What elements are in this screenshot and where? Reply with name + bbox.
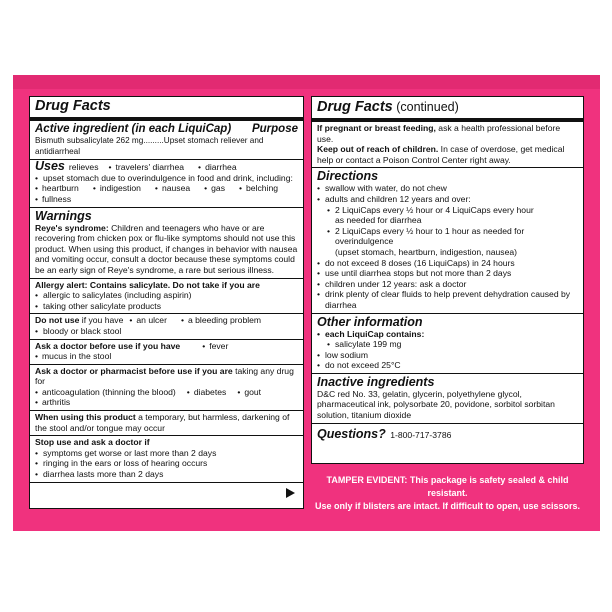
uses-item: • belching [239, 183, 278, 194]
do-not-use-text: if you have [79, 315, 124, 326]
allergy-heading: Allergy alert: Contains salicylate. Do not take if you are [35, 279, 260, 290]
uses-item: • gas [204, 183, 225, 194]
reach-text: In case of overdose, get medical help or contact a Poison Control Center right away. [317, 144, 565, 165]
uses-item: • diarrhea [198, 162, 237, 173]
drug-facts-title-section [30, 97, 303, 121]
reye-text: Children and teenagers who have or are recovering from chicken pox or flu-like symptoms should not use this product. When using this product, if changes in behavior with nausea and vomiting occur, consult a doctor because these symptoms could be an early sign of Reye's syndrome, a rare but serious illness. [35, 222, 298, 275]
reach-bold: Keep out of reach of children. [317, 144, 439, 155]
uses-item: • fullness [35, 194, 71, 205]
warnings-heading: Warnings [35, 208, 92, 223]
active-ingredient-text: Bismuth subsalicylate 262 mg.........Upset stomach reliever and antidiarrheal [35, 136, 264, 156]
ask-pharmacist-section [30, 365, 303, 411]
inactive-ingredients-heading: Inactive ingredients [317, 374, 435, 389]
do-not-use-item: • a bleeding problem [181, 315, 261, 326]
do-not-use-label [35, 315, 123, 326]
other-information-item: • low sodium [317, 350, 578, 361]
do-not-use-bold: Do not use [35, 315, 80, 326]
allergy-item: • allergic to salicylates (including aspirin) [35, 290, 298, 301]
inactive-ingredients-text: D&C red No. 33, gelatin, glycerin, polyethylene glycol, pharmaceutical ink, polysorbate 20, povidone, sorbitol sorbitan solution, titanium dioxide [317, 388, 555, 421]
active-ingredient-header [35, 122, 298, 136]
drug-facts-panel-left [29, 96, 304, 509]
questions-heading: Questions? [317, 426, 386, 441]
do-not-use-item: • an ulcer [129, 315, 167, 326]
when-using-text [35, 412, 298, 433]
stop-use-item: • ringing in the ears or loss of hearing occurs [35, 458, 298, 469]
uses-item: • nausea [155, 183, 190, 194]
tamper-evident-notice [311, 474, 584, 513]
reye-label: Reye's syndrome: [35, 222, 109, 233]
directions-item: • drink plenty of clear fluids to help prevent dehydration caused by diarrhea [317, 289, 578, 310]
when-using-section [30, 411, 303, 436]
tamper-line-2: Use only if blisters are intact. If difficult to open, use scissors. [314, 501, 581, 511]
directions-section [312, 168, 583, 313]
other-information-heading: Other information [317, 314, 423, 329]
uses-row-2 [35, 183, 298, 194]
reach-warning [317, 144, 578, 165]
do-not-use-section [30, 314, 303, 339]
directions-subitem: • 2 LiquiCaps every ½ hour or 4 LiquiCaps every hour [317, 205, 578, 216]
drug-facts-title: Drug Facts [35, 98, 111, 114]
do-not-use-row [35, 315, 298, 326]
active-ingredient-heading: Active ingredient (in each LiquiCap) [35, 123, 232, 135]
allergy-item: • taking other salicylate products [35, 301, 298, 312]
uses-item: • indigestion [93, 183, 141, 194]
pregnancy-section [312, 122, 583, 168]
do-not-use-item: • bloody or black stool [35, 326, 298, 337]
pregnancy-warning [317, 123, 578, 144]
stop-use-heading: Stop use and ask a doctor if [35, 437, 150, 448]
ask-pharmacist-row [35, 387, 298, 408]
directions-item: • do not exceed 8 doses (16 LiquiCaps) in 24 hours [317, 258, 578, 269]
directions-heading: Directions [317, 169, 379, 184]
when-using-body: a temporary, but harmless, darkening of the stool and/or tongue may occur [35, 412, 290, 433]
ask-pharmacist-heading [35, 366, 298, 387]
continued-label: (continued) [392, 100, 459, 114]
continue-arrow-icon [286, 488, 295, 498]
when-using-bold: When using this product [35, 412, 136, 423]
tamper-line-1: TAMPER EVIDENT: This package is safety sealed & child resistant. [326, 475, 569, 498]
ask-pharmacist-item: • diabetes [187, 387, 227, 398]
ask-pharmacist-item: • anticoagulation (thinning the blood) [35, 387, 176, 398]
directions-item: • adults and children 12 years and over: [317, 194, 578, 205]
directions-item: • children under 12 years: ask a doctor [317, 279, 578, 290]
other-information-subitem: • salicylate 199 mg [317, 339, 578, 350]
uses-relieves: relieves [68, 162, 99, 173]
drug-facts-continued-title-section [312, 97, 583, 122]
ask-doctor-row [35, 341, 298, 362]
uses-item: • heartburn [35, 183, 79, 194]
ask-doctor-item: • mucus in the stool [35, 351, 111, 362]
purpose-heading: Purpose [251, 123, 298, 135]
ask-pharmacist-item: • gout [237, 387, 261, 398]
stop-use-item: • symptoms get worse or last more than 2 days [35, 448, 298, 459]
questions-section [312, 424, 583, 445]
directions-item: • use until diarrhea stops but not more than 2 days [317, 268, 578, 279]
inactive-ingredients-section [312, 374, 583, 424]
uses-heading: Uses [35, 159, 65, 174]
pregnancy-text: ask a health professional before use. [317, 123, 561, 144]
stop-use-section [30, 436, 303, 482]
uses-row-1 [35, 161, 298, 173]
other-information-item: • do not exceed 25°C [317, 360, 578, 371]
reye-warning [35, 223, 298, 276]
warnings-section [30, 208, 303, 279]
directions-subitem-cont: as needed for diarrhea [335, 215, 422, 226]
ask-doctor-heading: Ask a doctor before use if you have [35, 340, 181, 351]
package-top-fold [13, 75, 600, 89]
ask-doctor-item: • fever [202, 341, 228, 352]
drug-facts-continued-title [317, 98, 578, 116]
uses-section [30, 160, 303, 207]
questions-phone: 1-800-717-3786 [390, 429, 452, 440]
other-information-section [312, 314, 583, 374]
other-information-item: • each LiquiCap contains: [317, 329, 578, 340]
uses-item: • travelers' diarrhea [109, 162, 185, 173]
questions-row [317, 425, 578, 443]
allergy-section [30, 279, 303, 315]
uses-upset: • upset stomach due to overindulgence in food and drink, including: [35, 173, 298, 184]
active-ingredient-section [30, 121, 303, 160]
directions-item: • swallow with water, do not chew [317, 183, 578, 194]
ask-pharmacist-text: taking any drug for [35, 365, 294, 387]
uses-row-3 [35, 194, 298, 205]
ask-pharmacist-item: • arthritis [35, 397, 70, 408]
ask-pharmacist-bold: Ask a doctor or pharmacist before use if you are [35, 365, 233, 376]
stop-use-item: • diarrhea lasts more than 2 days [35, 469, 298, 480]
ask-doctor-section [30, 340, 303, 365]
directions-subitem: • 2 LiquiCaps every ½ hour to 1 hour as needed for overindulgence [317, 226, 578, 247]
directions-subitem-cont: (upset stomach, heartburn, indigestion, nausea) [335, 246, 518, 257]
drug-facts-panel-right [311, 96, 584, 464]
pregnancy-bold: If pregnant or breast feeding, [317, 123, 436, 133]
drug-facts-title-right: Drug Facts [317, 99, 393, 115]
